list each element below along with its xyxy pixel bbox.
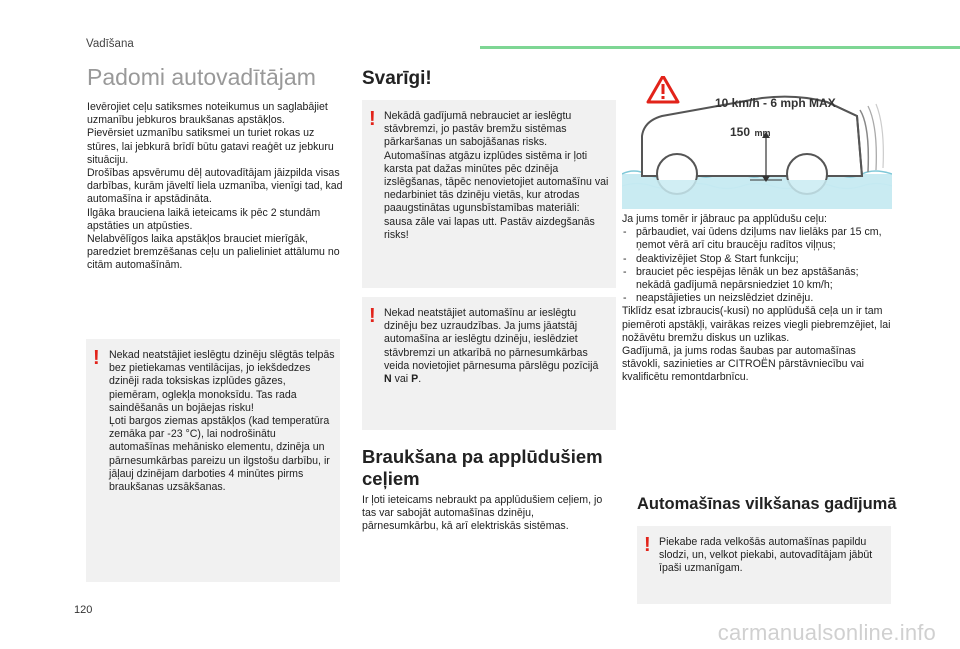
ventilation-warning-text (109, 349, 335, 494)
flood-instructions-intro: Ja jums tomēr ir jābrauc pa applūdušu ceļu: (622, 213, 827, 225)
tips-paragraph: Pievērsiet uzmanību satiksmei un turiet rokas uz stūres, lai jebkurā brīdī būtu gatavi reaģēt uz jebkuru situāciju. (87, 127, 334, 166)
flooded-roads-title: Braukšana pa applūdušiem ceļiem (362, 446, 603, 489)
gear-p-label: P (411, 373, 419, 386)
warning-mark-icon: ! (369, 305, 376, 327)
warning-mark-icon: ! (644, 534, 651, 556)
warning-paragraph: Ļoti bargos ziemas apstākļos (kad temperatūra zemāka par -23 °C), lai nodrošinātu automašīnas mehānisko elementu, dzinēja un pārnesumkārbas pareizu un ilgstošu darbību, ir jāļauj dzinējam darboties 4 minūtes pirms braukšanas uzsākšanas. (109, 415, 330, 494)
list-item: - deaktivizējiet Stop & Start funkciju; (622, 253, 894, 266)
page-number: 120 (74, 604, 93, 616)
section-accent-bar (480, 46, 960, 49)
list-item: - pārbaudiet, vai ūdens dziļums nav lielāks par 15 cm, ņemot vērā arī citu braucēju radītos viļņus; (622, 226, 894, 252)
warning-triangle-icon (646, 76, 680, 104)
tips-paragraph: Drošības apsvērumu dēļ autovadītājam jāizpilda visas darbības, kurām jāveltī liela uzmanība, vienīgi tad, kad automašīna ir apstādināta. (87, 167, 343, 206)
towing-title: Automašīnas vilkšanas gadījumā (637, 495, 897, 513)
tips-paragraph: Ievērojiet ceļu satiksmes noteikumus un saglabājiet uzmanību jebkuros braukšanas apstākļos. (87, 101, 328, 127)
list-item: - brauciet pēc iespējas lēnāk un bez apstāšanās; nekādā gadījumā nepārsniedziet 10 km/h; (622, 266, 894, 292)
parking-brake-warning-box (362, 100, 616, 288)
depth-value: 150 (730, 125, 751, 139)
section-title: Vadīšana (86, 38, 134, 50)
important-title: Svarīgi! (362, 68, 432, 89)
ventilation-warning-box (86, 339, 340, 582)
flood-instructions (622, 213, 894, 385)
towing-warning-text: Piekabe rada velkošās automašīnas papildu slodzi, un, velkot piekabi, autovadītājam jābūt īpaši uzmanīgam. (659, 536, 873, 575)
parking-brake-warning-text: Nekādā gadījumā nebrauciet ar ieslēgtu stāvbremzi, jo pastāv bremžu sistēmas pārkaršanas un sabojāšanas risks. Automašīnas atgāzu izplūdes sistēma ir ļoti karsta pat dažas minūtes pēc dzinēja izslēgšanas, tāpēc nenovietojiet automašīnu vai nedarbiniet tās dzinēju vietās, kur atrodas paaugstinātas ugunsbīstamības materiāli: sausa zāle vai lapas utt. Pastāv aizdegšanās risks! (384, 110, 609, 241)
list-item: - neapstājieties un neizslēdziet dzinēju. (622, 292, 894, 305)
speed-limit-label: 10 km/h - 6 mph MAX (715, 96, 836, 110)
flood-after-text: Tiklīdz esat izbraucis(-kusi) no applūdušā ceļa un ir tam piemēroti apstākļi, vairākas reizes viegli piebremzējiet, lai nožāvētu bremžu diskus un uzlikas. (622, 305, 891, 344)
warning-mark-icon: ! (93, 347, 100, 369)
engine-running-warning-box (362, 297, 616, 430)
flood-instructions-list (622, 226, 894, 305)
tips-paragraph: Ilgāka brauciena laikā ieteicams ik pēc 2 stundām apstāties un atpūsties. (87, 206, 321, 232)
water-depth-label (730, 123, 771, 141)
warning-text-part: Nekad neatstājiet automašīnu ar ieslēgtu dzinēju bez uzraudzības. Ja jums jāatstāj automašīna ar ieslēgtu dzinēju, ieslēdziet stāvbremzi un atkarībā no pārnesumkārbas veida novietojiet pārnesuma pārslēgu pozīcijā (384, 307, 599, 372)
gear-n-label: N (384, 373, 392, 386)
towing-warning-box (637, 526, 891, 604)
warning-text-part: vai (394, 373, 409, 386)
tips-paragraph: Nelabvēlīgos laika apstākļos brauciet mierīgāk, paredziet bremzēšanas ceļu un palieliniet attālumu no citām automašīnām. (87, 233, 340, 272)
flooded-roads-text: Ir ļoti ieteicams nebraukt pa applūdušiem ceļiem, jo tas var sabojāt automašīnas dzinēju, pārnesumkārbu, kā arī elektriskās sistēmas. (362, 494, 603, 533)
tips-intro (87, 101, 343, 273)
watermark: carmanualsonline.info (717, 620, 936, 645)
engine-running-warning-text (384, 307, 608, 386)
flood-doubt-text: Gadījumā, ja jums rodas šaubas par automašīnas stāvokli, sazinieties ar CITROËN pārstāvniecību vai kvalificētu remontdarbnīcu. (622, 345, 864, 384)
warning-text-part: . (418, 373, 422, 386)
warning-paragraph: Nekad neatstājiet ieslēgtu dzinēju slēgtās telpās bez pietiekamas ventilācijas, jo iekšdedzes dzinēji rada toksiskas izplūdes gāzes, piemēram, oglekļa monoksīdu. Tas rada saindēšanās un bojāejas risku! (109, 349, 335, 414)
tips-title: Padomi autovadītājam (87, 64, 316, 90)
warning-mark-icon: ! (369, 108, 376, 130)
depth-unit: mm (754, 128, 771, 138)
flooded-road-illustration (622, 76, 892, 209)
